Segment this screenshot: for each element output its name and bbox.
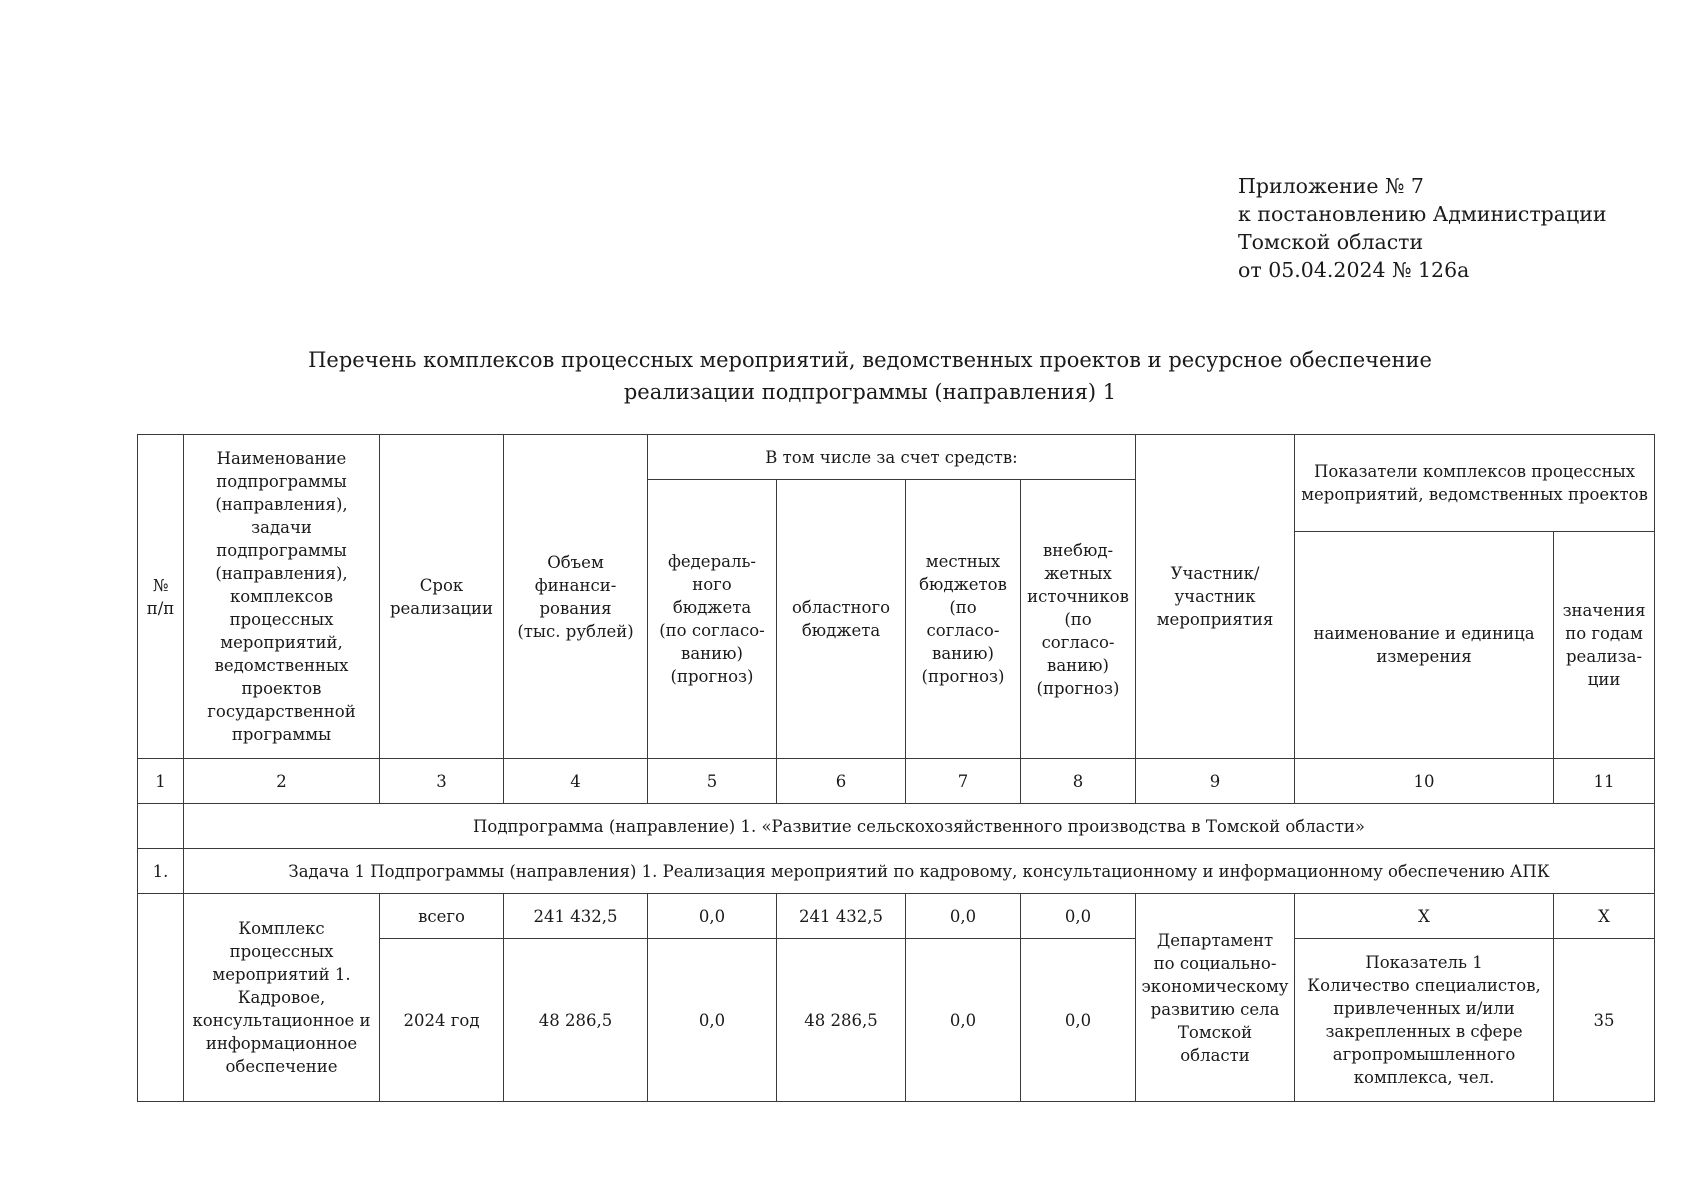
text-line: источников — [1027, 586, 1129, 606]
cell-federal: 0,0 — [648, 939, 777, 1102]
text-line: (тыс. рублей) — [517, 621, 634, 641]
table-row — [138, 894, 1655, 939]
resource-table — [137, 434, 1655, 1102]
text-line: реализа- — [1566, 647, 1643, 666]
text-line: Кадровое, — [237, 988, 326, 1007]
text-line: комплексов — [229, 587, 334, 606]
header-local — [906, 480, 1021, 759]
header-regional — [777, 480, 906, 759]
text-line: (по — [949, 598, 977, 617]
text-line: (прогноз) — [670, 667, 754, 686]
cell-regional: 241 432,5 — [777, 894, 906, 939]
text-line: бюджета — [801, 621, 881, 640]
title-line: Перечень комплексов процессных мероприятий, ведомственных проектов и ресурсное обеспечение — [308, 348, 1432, 372]
text-line: рования — [539, 598, 612, 618]
text-line: области — [1180, 1045, 1250, 1065]
subprogram-row — [138, 804, 1655, 849]
header-num — [138, 435, 184, 759]
text-line: (по согласо- — [659, 621, 765, 640]
text-line: консультационное и — [192, 1011, 371, 1030]
task-row — [138, 849, 1655, 894]
text-line: областного — [791, 598, 891, 617]
text-line: Срок — [419, 575, 464, 595]
text-line: по социально- — [1153, 953, 1277, 973]
text-line: ного — [692, 575, 732, 594]
text-line: бюджетов — [919, 575, 1007, 594]
header-name — [184, 435, 380, 759]
text-line: мероприятий, ведомственных проектов — [1301, 485, 1648, 504]
header-row — [138, 435, 1655, 480]
text-line: Показатели комплексов процессных — [1314, 462, 1636, 481]
text-line: мероприятий, — [220, 633, 343, 652]
column-number: 7 — [906, 759, 1021, 804]
header-volume — [504, 435, 648, 759]
column-number: 3 — [380, 759, 504, 804]
header-indicator-values — [1554, 532, 1655, 759]
text-line: наименование и единица — [1313, 624, 1535, 643]
text-line: ванию) — [1047, 655, 1109, 675]
text-line: государственной — [207, 702, 356, 721]
text-line: ванию) — [681, 644, 743, 663]
text-line: значения — [1562, 601, 1646, 620]
text-line: Комплекс — [238, 919, 325, 938]
column-number: 8 — [1021, 759, 1136, 804]
cell-local: 0,0 — [906, 894, 1021, 939]
cell-offbudget: 0,0 — [1021, 939, 1136, 1102]
text-line: привлеченных и/или — [1333, 999, 1515, 1018]
cell-term: 2024 год — [380, 939, 504, 1102]
text-line: Показатель 1 — [1365, 953, 1483, 972]
text-line: программы — [231, 725, 332, 744]
appendix-line: Приложение № 7 — [1238, 174, 1424, 198]
text-line: закрепленных в сфере — [1325, 1022, 1523, 1041]
cell-term: всего — [380, 894, 504, 939]
text-line: № — [152, 575, 169, 595]
cell-volume: 241 432,5 — [504, 894, 648, 939]
header-term — [380, 435, 504, 759]
text-line: бюджета — [672, 598, 752, 617]
title-line: реализации подпрограммы (направления) 1 — [623, 380, 1117, 404]
text-line: ции — [1587, 670, 1621, 689]
text-line: согласо- — [1041, 632, 1115, 652]
column-number: 2 — [184, 759, 380, 804]
text-line: внебюд- — [1042, 540, 1114, 560]
text-line: (направления), — [215, 495, 348, 514]
text-line: Наименование — [216, 449, 347, 468]
complex-name — [184, 894, 380, 1102]
text-line: проектов — [241, 679, 322, 698]
text-line: мероприятий 1. — [212, 965, 351, 984]
task-number: 1. — [138, 849, 184, 894]
text-line: измерения — [1376, 647, 1472, 666]
text-line: по годам — [1565, 624, 1643, 643]
column-number: 4 — [504, 759, 648, 804]
column-number: 10 — [1295, 759, 1554, 804]
text-line: Количество специалистов, — [1307, 976, 1541, 995]
appendix-block — [1238, 172, 1607, 284]
text-line: процессных — [229, 610, 334, 629]
header-participant — [1136, 435, 1295, 759]
text-line: задачи — [251, 518, 312, 537]
text-line: участник — [1174, 587, 1256, 606]
text-line: развитию села — [1150, 999, 1280, 1019]
text-line: (прогноз) — [921, 667, 1005, 686]
appendix-line: к постановлению Администрации — [1238, 202, 1607, 226]
subprogram-num-cell — [138, 804, 184, 849]
cell-indicator-value: Х — [1554, 894, 1655, 939]
appendix-line: Томской области — [1238, 230, 1424, 254]
column-number: 11 — [1554, 759, 1655, 804]
text-line: федераль- — [667, 552, 757, 571]
text-line: подпрограммы — [216, 541, 347, 560]
task-title: Задача 1 Подпрограммы (направления) 1. Реализация мероприятий по кадровому, консультационному и информационному обеспечению АПК — [184, 849, 1655, 894]
column-number: 9 — [1136, 759, 1295, 804]
header-federal — [648, 480, 777, 759]
text-line: процессных — [229, 942, 334, 961]
cell-volume: 48 286,5 — [504, 939, 648, 1102]
text-line: финанси- — [534, 575, 617, 595]
text-line: (прогноз) — [1036, 678, 1120, 698]
text-line: Томской — [1177, 1022, 1253, 1042]
text-line: реализации — [389, 598, 494, 618]
header-indicator-name — [1295, 532, 1554, 759]
header-indicators — [1295, 435, 1655, 532]
text-line: Объем — [547, 552, 604, 572]
text-line: согласо- — [926, 621, 1000, 640]
text-line: Участник/ — [1170, 564, 1260, 583]
text-line: Департамент — [1156, 930, 1274, 950]
column-number: 1 — [138, 759, 184, 804]
text-line: агропромышленного — [1332, 1045, 1516, 1064]
appendix-line: от 05.04.2024 № 126а — [1238, 258, 1470, 282]
text-line: комплекса, чел. — [1353, 1068, 1495, 1087]
column-number: 5 — [648, 759, 777, 804]
text-line: мероприятия — [1156, 610, 1274, 629]
column-number: 6 — [777, 759, 906, 804]
cell-participant — [1136, 894, 1295, 1102]
text-line: экономическому — [1141, 976, 1289, 996]
cell-offbudget: 0,0 — [1021, 894, 1136, 939]
text-line: ванию) — [932, 644, 994, 663]
cell-indicator-value: 35 — [1554, 939, 1655, 1102]
text-line: ведомственных — [214, 656, 349, 675]
header-offbudget — [1021, 480, 1136, 759]
text-line: подпрограммы — [216, 472, 347, 491]
cell-regional: 48 286,5 — [777, 939, 906, 1102]
subprogram-title: Подпрограмма (направление) 1. «Развитие сельскохозяйственного производства в Томской области» — [184, 804, 1655, 849]
text-line: обеспечение — [225, 1057, 338, 1076]
text-line: (направления), — [215, 564, 348, 583]
header-including: В том числе за счет средств: — [648, 435, 1136, 480]
column-number-row — [138, 759, 1655, 804]
text-line: (по — [1064, 609, 1092, 629]
text-line: местных — [925, 552, 1001, 571]
text-line: информационное — [205, 1034, 358, 1053]
cell-local: 0,0 — [906, 939, 1021, 1102]
text-line: п/п — [146, 598, 175, 618]
document-title — [137, 344, 1603, 408]
cell-federal: 0,0 — [648, 894, 777, 939]
cell-indicator-name — [1295, 939, 1554, 1102]
row-num-cell — [138, 894, 184, 1102]
text-line: жетных — [1044, 563, 1112, 583]
cell-indicator-name: Х — [1295, 894, 1554, 939]
